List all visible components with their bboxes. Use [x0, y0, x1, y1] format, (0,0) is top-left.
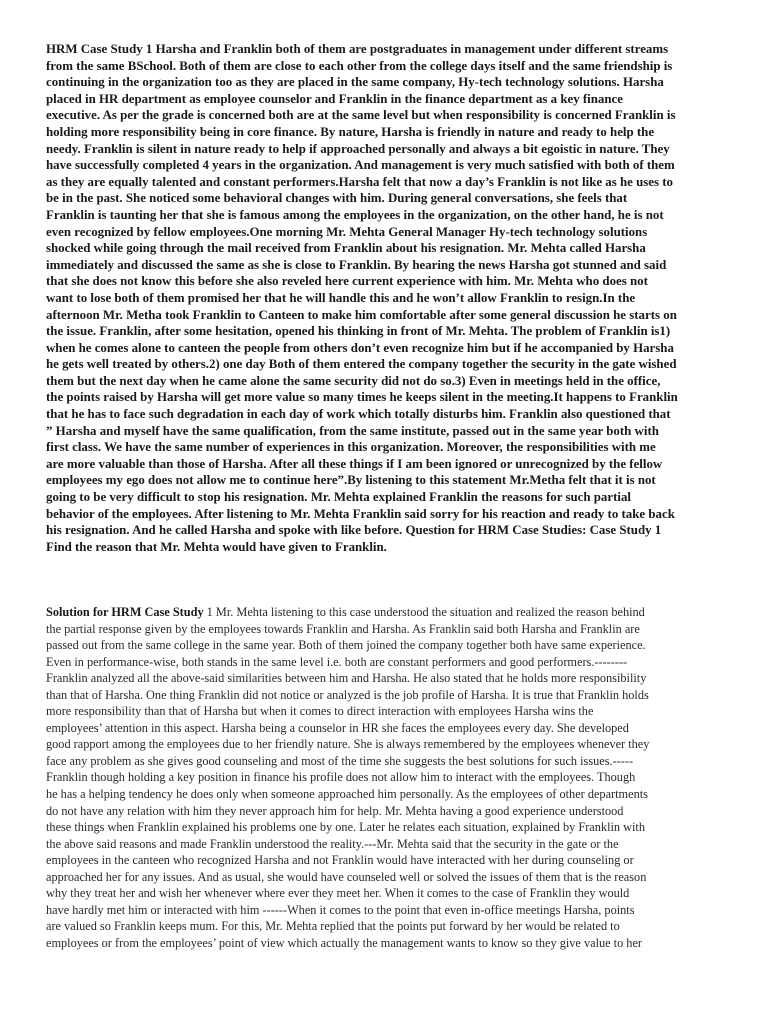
text-line: are valued so Franklin keeps mum. For this, Mr. Mehta replied that the points put forward by her would be related to: [46, 919, 620, 934]
text-line: as they are equally talented and constant performers.Harsha felt that now a day’s Franklin is not like as he uses to: [46, 174, 673, 189]
text-line: continuing in the organization too as they are placed in the same company, Hy-tech technology solutions. Harsha: [46, 75, 664, 90]
text-line: approached her for any issues. And as usual, she would have counseled well or solved the issues of them that is the reason: [46, 869, 647, 884]
text-line: face any problem as she gives good counseling and most of the time she suggests the best solutions for such issues.-----: [46, 753, 634, 768]
text-line: immediately and discussed the same as she is close to Franklin. By hearing the news Harsha got stunned and said: [46, 257, 667, 272]
case-study-paragraph: [46, 41, 736, 555]
solution-paragraph: [46, 604, 738, 951]
text-line: executive. As per the grade is concerned both are at the same level but when responsibility is concerned Franklin is: [46, 108, 676, 123]
text-line: his resignation. And he called Harsha and spoke with like before. Question for HRM Case Studies: Case Study 1: [46, 523, 662, 538]
solution-first-line: [46, 604, 738, 621]
text-line: Franklin is taunting her that she is famous among the employees in the organization, on the other hand, he is not: [46, 207, 664, 222]
text-line: Even in performance-wise, both stands in the same level i.e. both are constant performers and good performers.--------: [46, 654, 628, 669]
text-line: them but the next day when he came alone the same security did not do so.3) Even in meetings held in the office,: [46, 373, 661, 388]
text-line-fragment: 1 Mr. Mehta listening to this case understood the situation and realized the reason behind: [203, 605, 645, 619]
text-line: shocked while going through the mail received from Franklin about his resignation. Mr. Mehta called Harsha: [46, 241, 646, 256]
text-line: Franklin analyzed all the above-said similarities between him and Harsha. He also stated that he holds more responsibility: [46, 671, 647, 686]
text-line: passed out from the same college in the same year. Both of them joined the company together both have same experience.: [46, 638, 646, 653]
text-line: be in the past. She noticed some behavioral changes with him. During general conversations, she feels that: [46, 191, 628, 206]
text-line: the above said reasons and made Franklin understood the reality.---Mr. Mehta said that the security in the gate or the: [46, 836, 619, 851]
solution-heading: Solution for HRM Case Study: [46, 605, 204, 619]
text-line: going to be very difficult to stop his resignation. Mr. Mehta explained Franklin the reasons for such partial: [46, 490, 631, 505]
text-line: employees’ attention in this aspect. Harsha being a counselor in HR she faces the employees every day. She developed: [46, 720, 629, 735]
text-line: holding more responsibility being in core finance. By nature, Harsha is friendly in nature and ready to help the: [46, 124, 655, 139]
text-line: employees in the canteen who recognized Harsha and not Franklin would have interacted with her during counseling or: [46, 853, 634, 868]
text-line: that he has to face such degradation in each day of work which totally disturbs him. Franklin also questioned that: [46, 407, 671, 422]
text-line: afternoon Mr. Metha took Franklin to Canteen to make him comfortable after some general discussion he starts on: [46, 307, 677, 322]
text-line: employees or from the employees’ point of view which actually the management wants to know so they give value to her: [46, 935, 643, 950]
text-line: that she does not know this before she also reveled here current experience with him. Mr. Mehta who does not: [46, 274, 648, 289]
text-line: behavior of the employees. After listening to Mr. Mehta Franklin said sorry for his reaction and ready to take back: [46, 506, 675, 521]
text-line: are more valuable than those of Harsha. After all these things if I am been ignored or unrecognized by the fellow: [46, 456, 663, 471]
text-line: these things when Franklin explained his problems one by one. Later he relates each situation, explained by Franklin with: [46, 820, 645, 835]
text-line: more responsibility than that of Harsha but when it comes to direct interaction with employees Harsha wins the: [46, 704, 594, 719]
text-line: Franklin though holding a key position in finance his profile does not allow him to interact with the employees. Though: [46, 770, 636, 785]
text-line: he has a helping tendency he does only when someone approached him personally. As the employees of other departments: [46, 787, 648, 802]
text-line: he gets well treated by others.2) one day Both of them entered the company together the security in the gate wished: [46, 357, 677, 372]
text-line: from the same BSchool. Both of them are close to each other from the college days itself and the same friendship is: [46, 58, 673, 73]
text-line: why they treat her and wish her whenever where ever they meet her. When it comes to the case of Franklin they would: [46, 886, 630, 901]
text-line: placed in HR department as employee counselor and Franklin in the finance department as a key finance: [46, 91, 623, 106]
text-line: the issue. Franklin, after some hesitation, opened his thinking in front of Mr. Mehta. The problem of Franklin is1): [46, 324, 671, 339]
text-line: needy. Franklin is silent in nature ready to help if approached personally and always a bit egoistic in nature. They: [46, 141, 670, 156]
text-line: want to lose both of them promised her that he will handle this and he won’t allow Franklin to resign.In the: [46, 290, 636, 305]
text-line: than that of Harsha. One thing Franklin did not notice or analyzed is the job profile of Harsha. It is true that Franklin holds: [46, 687, 649, 702]
text-line: ” Harsha and myself have the same qualification, from the same institute, passed out in the same year both with: [46, 423, 659, 438]
text-line: first class. We have the same number of experiences in this organization. Moreover, the responsibilities with me: [46, 440, 656, 455]
text-line: employees my ego does not allow me to continue here”.By listening to this statement Mr.Metha felt that it is not: [46, 473, 656, 488]
text-line: have hardly met him or interacted with him ------When it comes to the point that even in-office meetings Harsha, points: [46, 902, 635, 917]
text-line: the points raised by Harsha will get more value so many times he keeps silent in the meeting.It happens to Franklin: [46, 390, 678, 405]
text-line: Find the reason that Mr. Mehta would have given to Franklin.: [46, 539, 387, 554]
text-line: HRM Case Study 1 Harsha and Franklin both of them are postgraduates in management under different streams: [46, 42, 669, 56]
text-line: the partial response given by the employees towards Franklin and Harsha. As Franklin said both Harsha and Franklin are: [46, 621, 640, 636]
text-line: even recognized by fellow employees.One morning Mr. Mehta General Manager Hy-tech technology solutions: [46, 224, 648, 239]
text-line: do not have any relation with him they never approach him for help. Mr. Mehta having a good experience understood: [46, 803, 624, 818]
text-line: good rapport among the employees due to her friendly nature. She is always remembered by the employees whenever they: [46, 737, 650, 752]
text-line: when he comes alone to canteen the people from others don’t even recognize him but if he accompanied by Harsha: [46, 340, 674, 355]
text-line: have successfully completed 4 years in the organization. And management is very much satisfied with both of them: [46, 158, 675, 173]
